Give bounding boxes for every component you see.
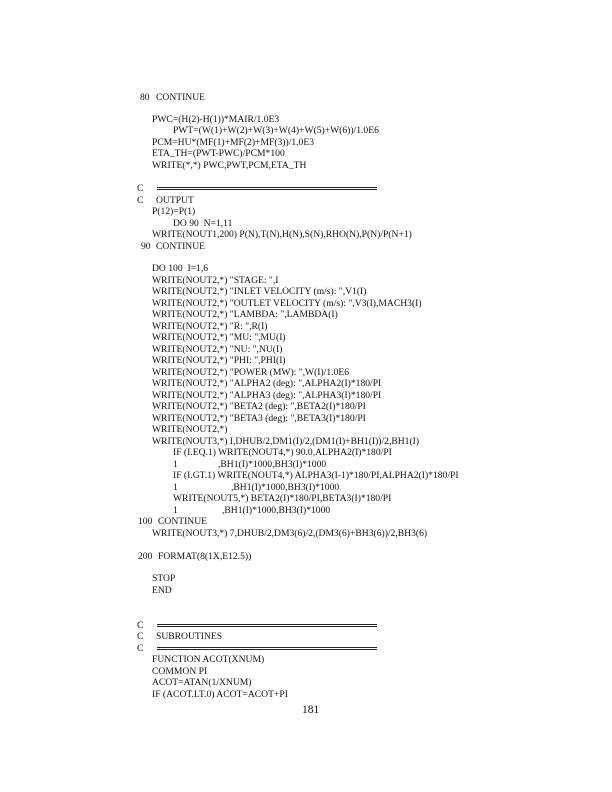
- separator-rule: [157, 624, 377, 627]
- code-line: [152, 666, 207, 677]
- code-line: [152, 114, 279, 125]
- code-line: [152, 344, 282, 355]
- code-line: [140, 92, 150, 103]
- code-line: [218, 459, 326, 470]
- code-text: IF (ACOT.LT.0) ACOT=ACOT+PI: [152, 689, 288, 700]
- code-text: ETA_TH=(PWT-PWC)/PCM*100: [152, 148, 285, 159]
- code-text: IF (I.EQ.1) WRITE(NOUT4,*) 90.0,ALPHA2(I)*180/PI: [173, 447, 392, 458]
- code-line: [231, 482, 339, 493]
- statement-label: 80: [140, 92, 150, 103]
- code-line: [152, 573, 175, 584]
- code-line: [152, 137, 314, 148]
- comment-marker: [137, 195, 143, 206]
- code-text: WRITE(NOUT2,*) "ALPHA3 (deg): ",ALPHA3(I)*180/PI: [152, 390, 382, 401]
- code-text: WRITE(NOUT5,*) BETA2(I)*180/PI,BETA3(I)*180/PI: [173, 493, 392, 504]
- statement-label: C: [137, 620, 144, 631]
- continuation-mark: [173, 482, 178, 493]
- section-heading: SUBROUTINES: [156, 631, 223, 642]
- code-text: PWC=(H(2)-H(1))*MAIR/1.0E3: [152, 114, 280, 125]
- code-line: [152, 677, 252, 688]
- continuation-mark: [173, 505, 178, 516]
- code-text: 1: [173, 482, 178, 493]
- code-line: [173, 493, 391, 504]
- code-text: WRITE(NOUT2,*) "STAGE: ",I: [152, 275, 279, 286]
- comment-text: [156, 195, 194, 206]
- statement-label: 90: [141, 241, 151, 252]
- comment-marker: [137, 631, 143, 642]
- code-line: [152, 689, 288, 700]
- code-text: PWT=(W(1)+W(2)+W(3)+W(4)+W(5)+W(6))/1.0E6: [173, 125, 379, 136]
- code-line: [173, 470, 459, 481]
- code-text: END: [152, 585, 172, 596]
- code-text: WRITE(NOUT2,*): [152, 424, 228, 435]
- code-text: P(12)=P(1): [152, 206, 196, 217]
- code-text: FUNCTION ACOT(XNUM): [152, 654, 265, 665]
- code-text: WRITE(NOUT2,*) "NU: ",NU(I): [152, 344, 283, 355]
- code-line: [152, 378, 381, 389]
- code-text: WRITE(NOUT2,*) "POWER (MW): ",W(I)/1.0E6: [152, 367, 349, 378]
- section-heading: OUTPUT: [156, 195, 194, 206]
- statement-label: 100: [138, 516, 153, 527]
- code-line: [173, 447, 392, 458]
- code-line: [158, 516, 207, 527]
- code-text: ,BH1(I)*1000,BH3(I)*1000: [218, 459, 327, 470]
- statement-label: 200: [138, 551, 153, 562]
- code-line: [152, 275, 278, 286]
- code-text: FORMAT(8(1X,E12.5)): [158, 551, 252, 562]
- statement-label: C: [137, 183, 144, 194]
- code-line: [173, 218, 232, 229]
- separator-rule: [157, 187, 377, 190]
- code-line: [152, 355, 286, 366]
- comment-marker: [137, 183, 143, 194]
- comment-marker: [137, 643, 143, 654]
- code-text: WRITE(NOUT2,*) "LAMBDA: ",LAMBDA(I): [152, 309, 338, 320]
- code-text: WRITE(*,*) PWC,PWT,PCM,ETA_TH: [152, 160, 307, 171]
- code-line: [152, 206, 195, 217]
- code-text: WRITE(NOUT2,*) "ALPHA2 (deg): ",ALPHA2(I)*180/PI: [152, 378, 382, 389]
- code-line: [152, 367, 349, 378]
- code-line: [152, 654, 264, 665]
- comment-text: [156, 631, 222, 642]
- code-text: WRITE(NOUT3,*) 7,DHUB/2,DM3(6)/2,(DM3(6)+BH3(6))/2,BH3(6): [152, 528, 428, 539]
- code-line: [173, 125, 379, 136]
- code-line: [158, 551, 251, 562]
- page-number: 181: [302, 704, 320, 716]
- statement-label: C: [137, 643, 144, 654]
- code-line: [222, 505, 330, 516]
- code-text: ,BH1(I)*1000,BH3(I)*1000: [231, 482, 340, 493]
- code-line: [141, 241, 151, 252]
- code-text: DO 90 N=1,11: [173, 218, 233, 229]
- code-line: [152, 309, 338, 320]
- code-text: WRITE(NOUT2,*) "BETA2 (deg): ",BETA2(I)*180/PI: [152, 401, 366, 412]
- separator-rule: [157, 647, 377, 650]
- code-line: [152, 436, 419, 447]
- statement-label: C: [137, 195, 144, 206]
- code-text: 1: [173, 459, 178, 470]
- code-text: WRITE(NOUT2,*) "OUTLET VELOCITY (m/s): ",V3(I),MACH3(I): [152, 298, 422, 309]
- code-line: [152, 229, 412, 240]
- continuation-mark: [173, 459, 178, 470]
- code-line: [138, 516, 152, 527]
- code-text: IF (I.GT.1) WRITE(NOUT4,*) ALPHA3(I-1)*180/PI,ALPHA2(I)*180/PI: [173, 470, 459, 481]
- code-text: WRITE(NOUT2,*) "MU: ",MU(I): [152, 332, 286, 343]
- comment-marker: [137, 620, 143, 631]
- code-line: [152, 424, 227, 435]
- code-text: DO 100 I=1,6: [152, 263, 209, 274]
- code-line: [152, 321, 267, 332]
- code-text: COMMON PI: [152, 666, 208, 677]
- code-line: [152, 298, 422, 309]
- code-line: [152, 160, 306, 171]
- code-text: CONTINUE: [158, 516, 208, 527]
- code-text: WRITE(NOUT2,*) "R: ",R(I): [152, 321, 268, 332]
- code-text: ACOT=ATAN(1/XNUM): [152, 677, 252, 688]
- code-line: [152, 148, 285, 159]
- code-line: [152, 528, 427, 539]
- code-text: ,BH1(I)*1000,BH3(I)*1000: [222, 505, 331, 516]
- code-text: STOP: [152, 573, 176, 584]
- code-line: [152, 585, 172, 596]
- code-text: WRITE(NOUT2,*) "BETA3 (deg): ",BETA3(I)*180/PI: [152, 413, 366, 424]
- code-line: [152, 401, 366, 412]
- code-text: WRITE(NOUT3,*) I,DHUB/2,DM1(I)/2,(DM1(I)+BH1(I))/2,BH1(I): [152, 436, 420, 447]
- code-line: [152, 413, 366, 424]
- code-text: CONTINUE: [156, 92, 206, 103]
- code-line: [152, 332, 286, 343]
- code-text: WRITE(NOUT2,*) "PHI: ",PHI(I): [152, 355, 286, 366]
- code-text: 1: [173, 505, 178, 516]
- statement-label: C: [137, 631, 144, 642]
- code-text: WRITE(NOUT1,200) P(N),T(N),H(N),S(N),RHO(N),P(N)/P(N+1): [152, 229, 412, 240]
- code-line: [152, 263, 208, 274]
- code-text: WRITE(NOUT2,*) "INLET VELOCITY (m/s): ",V1(I): [152, 286, 367, 297]
- code-text: PCM=HU*(MF(1)+MF(2)+MF(3))/1.0E3: [152, 137, 315, 148]
- code-line: [156, 241, 205, 252]
- code-line: [152, 390, 381, 401]
- code-text: CONTINUE: [156, 241, 206, 252]
- code-line: [156, 92, 205, 103]
- code-line: [138, 551, 152, 562]
- code-line: [152, 286, 366, 297]
